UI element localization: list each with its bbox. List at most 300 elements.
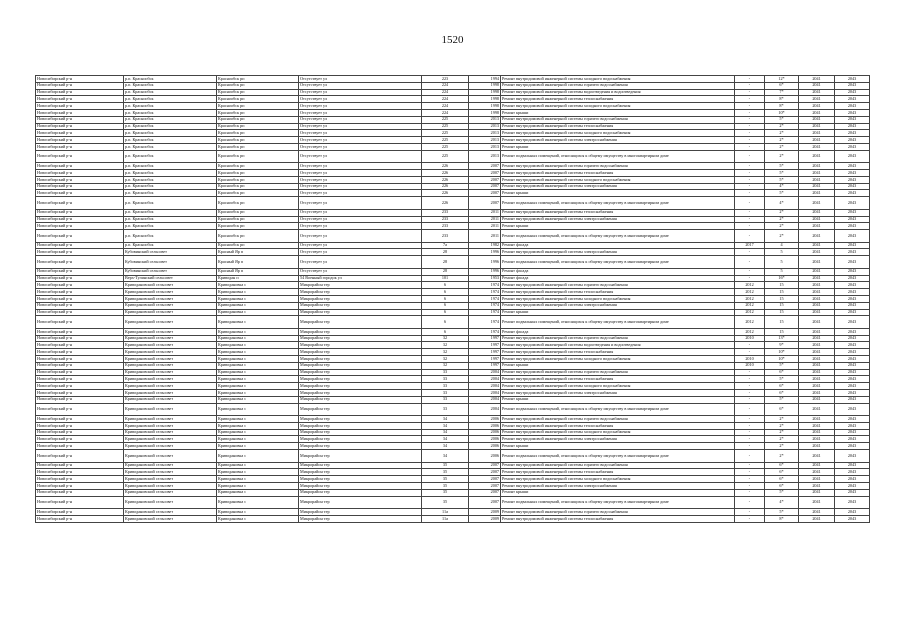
last-repair-year-cell: - bbox=[735, 123, 765, 130]
street-cell: Отсутствует ул bbox=[299, 163, 422, 170]
work-type-cell: Ремонт внутридомовой инженерной системы теплоснабжения bbox=[501, 289, 735, 296]
period-end-cell: 2043 bbox=[835, 509, 870, 516]
house-number-cell: 33 bbox=[422, 396, 469, 403]
table-row bbox=[36, 103, 870, 110]
settlement-cell: Криводановский сельсовет bbox=[124, 328, 217, 335]
period-start-cell: 2041 bbox=[799, 342, 835, 349]
service-value-cell: 15 bbox=[765, 316, 799, 329]
municipality-cell: Новосибирский р-н bbox=[36, 515, 124, 522]
period-start-cell: 2041 bbox=[799, 176, 835, 183]
locality-cell: Криводановка с bbox=[217, 289, 299, 296]
street-cell: Микрорайон тер bbox=[299, 422, 422, 429]
build-year-cell: 2013 bbox=[469, 123, 501, 130]
period-start-cell: 2041 bbox=[799, 268, 835, 275]
locality-cell: Краснообск рп bbox=[217, 137, 299, 144]
table-row bbox=[36, 383, 870, 390]
table-row bbox=[36, 509, 870, 516]
street-cell: Микрорайон тер bbox=[299, 302, 422, 309]
work-type-cell: Ремонт подвальных помещений, относящихся к общему имуществу в многоквартирном доме bbox=[501, 197, 735, 210]
table-row bbox=[36, 496, 870, 509]
street-cell: Микрорайон тер bbox=[299, 369, 422, 376]
street-cell: Микрорайон тер bbox=[299, 282, 422, 289]
work-type-cell: Ремонт внутридомовой инженерной системы водоотведения и водоотведения bbox=[501, 89, 735, 96]
municipality-cell: Новосибирский р-н bbox=[36, 190, 124, 197]
period-end-cell: 2043 bbox=[835, 89, 870, 96]
period-start-cell: 2041 bbox=[799, 116, 835, 123]
last-repair-year-cell: - bbox=[735, 462, 765, 469]
locality-cell: Криводановка с bbox=[217, 328, 299, 335]
service-value-cell: 10* bbox=[765, 109, 799, 116]
settlement-cell: Криводановский сельсовет bbox=[124, 443, 217, 450]
municipality-cell: Новосибирский р-н bbox=[36, 123, 124, 130]
settlement-cell: р.п. Краснообск bbox=[124, 223, 217, 230]
settlement-cell: р.п. Краснообск bbox=[124, 103, 217, 110]
work-type-cell: Ремонт внутридомовой инженерной системы горячего водоснабжения bbox=[501, 116, 735, 123]
house-number-cell: 6 bbox=[422, 295, 469, 302]
build-year-cell: 1996 bbox=[469, 268, 501, 275]
last-repair-year-cell: - bbox=[735, 143, 765, 150]
street-cell: Микрорайон тер bbox=[299, 362, 422, 369]
municipality-cell: Новосибирский р-н bbox=[36, 482, 124, 489]
locality-cell: Криводановка с bbox=[217, 316, 299, 329]
street-cell: Микрорайон тер bbox=[299, 349, 422, 356]
house-number-cell: 225 bbox=[422, 143, 469, 150]
service-value-cell: 6* bbox=[765, 476, 799, 483]
last-repair-year-cell: - bbox=[735, 383, 765, 390]
settlement-cell: Криводановский сельсовет bbox=[124, 342, 217, 349]
work-type-cell: Ремонт крыши bbox=[501, 362, 735, 369]
house-number-cell: 101 bbox=[422, 275, 469, 282]
settlement-cell: р.п. Краснообск bbox=[124, 183, 217, 190]
municipality-cell: Новосибирский р-н bbox=[36, 469, 124, 476]
service-value-cell: 2* bbox=[765, 209, 799, 216]
work-type-cell: Ремонт крыши bbox=[501, 443, 735, 450]
build-year-cell: 2007 bbox=[469, 176, 501, 183]
work-type-cell: Ремонт подвальных помещений, относящихся к общему имуществу в многоквартирном доме bbox=[501, 496, 735, 509]
settlement-cell: Криводановский сельсовет bbox=[124, 282, 217, 289]
locality-cell: Краснообск рп bbox=[217, 76, 299, 83]
street-cell: Отсутствует ул bbox=[299, 123, 422, 130]
municipality-cell: Новосибирский р-н bbox=[36, 369, 124, 376]
house-number-cell: 7а bbox=[422, 242, 469, 249]
work-type-cell: Ремонт внутридомовой инженерной системы горячего водоснабжения bbox=[501, 462, 735, 469]
street-cell: Отсутствует ул bbox=[299, 249, 422, 256]
municipality-cell: Новосибирский р-н bbox=[36, 462, 124, 469]
table-row bbox=[36, 403, 870, 416]
locality-cell: Криводановка с bbox=[217, 482, 299, 489]
municipality-cell: Новосибирский р-н bbox=[36, 429, 124, 436]
table-row bbox=[36, 116, 870, 123]
table-row bbox=[36, 176, 870, 183]
house-number-cell: 35 bbox=[422, 496, 469, 509]
build-year-cell: 2006 bbox=[469, 422, 501, 429]
service-value-cell: 2* bbox=[765, 223, 799, 230]
locality-cell: Краснообск рп bbox=[217, 183, 299, 190]
period-end-cell: 2043 bbox=[835, 335, 870, 342]
service-value-cell: 2* bbox=[765, 230, 799, 243]
last-repair-year-cell: 2012 bbox=[735, 302, 765, 309]
locality-cell: Криводановка с bbox=[217, 403, 299, 416]
locality-cell: Краснообск рп bbox=[217, 150, 299, 163]
table-row bbox=[36, 223, 870, 230]
period-end-cell: 2043 bbox=[835, 76, 870, 83]
house-number-cell: 224 bbox=[422, 96, 469, 103]
service-value-cell: 8* bbox=[765, 103, 799, 110]
table-row bbox=[36, 268, 870, 275]
period-end-cell: 2043 bbox=[835, 249, 870, 256]
house-number-cell: 224 bbox=[422, 82, 469, 89]
house-number-cell: 32 bbox=[422, 335, 469, 342]
locality-cell: Красный Яр п bbox=[217, 268, 299, 275]
settlement-cell: Криводановский сельсовет bbox=[124, 416, 217, 423]
service-value-cell: 2* bbox=[765, 150, 799, 163]
period-start-cell: 2041 bbox=[799, 450, 835, 463]
settlement-cell: р.п. Краснообск bbox=[124, 137, 217, 144]
build-year-cell: 2009 bbox=[469, 515, 501, 522]
settlement-cell: р.п. Краснообск bbox=[124, 96, 217, 103]
locality-cell: Криводановка с bbox=[217, 489, 299, 496]
house-number-cell: 32 bbox=[422, 349, 469, 356]
page-number: 1520 bbox=[441, 34, 464, 46]
settlement-cell: р.п. Краснообск bbox=[124, 176, 217, 183]
build-year-cell: 2007 bbox=[469, 476, 501, 483]
house-number-cell: 32 bbox=[422, 362, 469, 369]
build-year-cell: 2007 bbox=[469, 489, 501, 496]
service-value-cell: 7* bbox=[765, 89, 799, 96]
street-cell: Микрорайон тер bbox=[299, 389, 422, 396]
service-value-cell: 4* bbox=[765, 197, 799, 210]
work-type-cell: Ремонт внутридомовой инженерной системы горячего водоснабжения bbox=[501, 282, 735, 289]
house-number-cell: 225 bbox=[422, 130, 469, 137]
table-row bbox=[36, 389, 870, 396]
locality-cell: Красный Яр п bbox=[217, 256, 299, 269]
street-cell: Отсутствует ул bbox=[299, 150, 422, 163]
period-start-cell: 2041 bbox=[799, 295, 835, 302]
street-cell: Микрорайон тер bbox=[299, 328, 422, 335]
period-start-cell: 2041 bbox=[799, 422, 835, 429]
build-year-cell: 1997 bbox=[469, 349, 501, 356]
settlement-cell: Криводановский сельсовет bbox=[124, 356, 217, 363]
period-end-cell: 2043 bbox=[835, 309, 870, 316]
street-cell: Микрорайон тер bbox=[299, 335, 422, 342]
settlement-cell: р.п. Краснообск bbox=[124, 109, 217, 116]
work-type-cell: Ремонт фасада bbox=[501, 268, 735, 275]
period-end-cell: 2043 bbox=[835, 295, 870, 302]
period-end-cell: 2043 bbox=[835, 422, 870, 429]
service-value-cell: 6* bbox=[765, 462, 799, 469]
house-number-cell: 233 bbox=[422, 216, 469, 223]
street-cell: Микрорайон тер bbox=[299, 376, 422, 383]
last-repair-year-cell: - bbox=[735, 268, 765, 275]
street-cell: Микрорайон тер bbox=[299, 429, 422, 436]
settlement-cell: Криводановский сельсовет bbox=[124, 362, 217, 369]
service-value-cell: 8* bbox=[765, 515, 799, 522]
build-year-cell: 1974 bbox=[469, 282, 501, 289]
period-start-cell: 2041 bbox=[799, 242, 835, 249]
work-type-cell: Ремонт внутридомовой инженерной системы горячего водоснабжения bbox=[501, 416, 735, 423]
table-row bbox=[36, 396, 870, 403]
house-number-cell: 6 bbox=[422, 302, 469, 309]
work-type-cell: Ремонт внутридомовой инженерной системы теплоснабжения bbox=[501, 376, 735, 383]
house-number-cell: 233 bbox=[422, 230, 469, 243]
period-start-cell: 2041 bbox=[799, 356, 835, 363]
service-value-cell: 15 bbox=[765, 282, 799, 289]
municipality-cell: Новосибирский р-н bbox=[36, 209, 124, 216]
work-type-cell: Ремонт внутридомовой инженерной системы электроснабжения bbox=[501, 249, 735, 256]
build-year-cell: 1996 bbox=[469, 249, 501, 256]
service-value-cell: 13* bbox=[765, 335, 799, 342]
municipality-cell: Новосибирский р-н bbox=[36, 362, 124, 369]
period-end-cell: 2043 bbox=[835, 496, 870, 509]
period-start-cell: 2041 bbox=[799, 403, 835, 416]
period-end-cell: 2043 bbox=[835, 176, 870, 183]
work-type-cell: Ремонт крыши bbox=[501, 489, 735, 496]
locality-cell: Краснообск рп bbox=[217, 190, 299, 197]
last-repair-year-cell: 2012 bbox=[735, 309, 765, 316]
period-start-cell: 2041 bbox=[799, 396, 835, 403]
house-number-cell: 28 bbox=[422, 268, 469, 275]
table-row bbox=[36, 309, 870, 316]
period-start-cell: 2041 bbox=[799, 82, 835, 89]
settlement-cell: р.п. Краснообск bbox=[124, 76, 217, 83]
street-cell: Микрорайон тер bbox=[299, 416, 422, 423]
period-end-cell: 2043 bbox=[835, 256, 870, 269]
service-value-cell: 2* bbox=[765, 450, 799, 463]
period-end-cell: 2043 bbox=[835, 289, 870, 296]
period-start-cell: 2041 bbox=[799, 389, 835, 396]
last-repair-year-cell: 2017 bbox=[735, 242, 765, 249]
last-repair-year-cell: 2010 bbox=[735, 356, 765, 363]
municipality-cell: Новосибирский р-н bbox=[36, 489, 124, 496]
locality-cell: Краснообск рп bbox=[217, 123, 299, 130]
table-row bbox=[36, 137, 870, 144]
house-number-cell: 34 bbox=[422, 416, 469, 423]
service-value-cell: 6* bbox=[765, 403, 799, 416]
period-end-cell: 2043 bbox=[835, 230, 870, 243]
build-year-cell: 1974 bbox=[469, 289, 501, 296]
municipality-cell: Новосибирский р-н bbox=[36, 249, 124, 256]
work-type-cell: Ремонт крыши bbox=[501, 143, 735, 150]
table-row bbox=[36, 356, 870, 363]
house-number-cell: 33 bbox=[422, 389, 469, 396]
municipality-cell: Новосибирский р-н bbox=[36, 130, 124, 137]
service-value-cell: 5* bbox=[765, 190, 799, 197]
locality-cell: Криводановка с bbox=[217, 469, 299, 476]
build-year-cell: 1998 bbox=[469, 82, 501, 89]
build-year-cell: 2013 bbox=[469, 143, 501, 150]
work-type-cell: Ремонт подвальных помещений, относящихся к общему имуществу в многоквартирном доме bbox=[501, 150, 735, 163]
service-value-cell: 2* bbox=[765, 416, 799, 423]
house-number-cell: 33 bbox=[422, 403, 469, 416]
service-value-cell: 2* bbox=[765, 443, 799, 450]
work-type-cell: Ремонт внутридомовой инженерной системы электроснабжения bbox=[501, 216, 735, 223]
work-type-cell: Ремонт внутридомовой инженерной системы холодного водоснабжения bbox=[501, 76, 735, 83]
period-end-cell: 2043 bbox=[835, 223, 870, 230]
table-row bbox=[36, 362, 870, 369]
municipality-cell: Новосибирский р-н bbox=[36, 96, 124, 103]
municipality-cell: Новосибирский р-н bbox=[36, 496, 124, 509]
work-type-cell: Ремонт крыши bbox=[501, 223, 735, 230]
period-end-cell: 2043 bbox=[835, 342, 870, 349]
locality-cell: Криводановка с bbox=[217, 416, 299, 423]
build-year-cell: 2007 bbox=[469, 170, 501, 177]
street-cell: Микрорайон тер bbox=[299, 289, 422, 296]
work-type-cell: Ремонт подвальных помещений, относящихся к общему имуществу в многоквартирном доме bbox=[501, 316, 735, 329]
street-cell: Отсутствует ул bbox=[299, 96, 422, 103]
service-value-cell: 5 bbox=[765, 249, 799, 256]
table-row bbox=[36, 275, 870, 282]
last-repair-year-cell: - bbox=[735, 82, 765, 89]
locality-cell: Криводановка с bbox=[217, 335, 299, 342]
period-end-cell: 2043 bbox=[835, 190, 870, 197]
municipality-cell: Новосибирский р-н bbox=[36, 509, 124, 516]
street-cell: Микрорайон тер bbox=[299, 515, 422, 522]
table-row bbox=[36, 216, 870, 223]
locality-cell: Криводановка с bbox=[217, 450, 299, 463]
table-row bbox=[36, 89, 870, 96]
period-end-cell: 2043 bbox=[835, 109, 870, 116]
last-repair-year-cell: - bbox=[735, 256, 765, 269]
table-row bbox=[36, 349, 870, 356]
municipality-cell: Новосибирский р-н bbox=[36, 143, 124, 150]
period-start-cell: 2041 bbox=[799, 376, 835, 383]
build-year-cell: 2004 bbox=[469, 403, 501, 416]
house-number-cell: 35 bbox=[422, 469, 469, 476]
house-number-cell: 33 bbox=[422, 376, 469, 383]
settlement-cell: Криводановский сельсовет bbox=[124, 302, 217, 309]
last-repair-year-cell: - bbox=[735, 450, 765, 463]
street-cell: Отсутствует ул bbox=[299, 183, 422, 190]
locality-cell: Краснообск рп bbox=[217, 230, 299, 243]
locality-cell: Криводановка с bbox=[217, 429, 299, 436]
period-start-cell: 2041 bbox=[799, 150, 835, 163]
house-number-cell: 233 bbox=[422, 223, 469, 230]
service-value-cell: 4 bbox=[765, 242, 799, 249]
service-value-cell: 2* bbox=[765, 130, 799, 137]
build-year-cell: 1974 bbox=[469, 302, 501, 309]
street-cell: Отсутствует ул bbox=[299, 209, 422, 216]
street-cell: Микрорайон тер bbox=[299, 443, 422, 450]
period-start-cell: 2041 bbox=[799, 190, 835, 197]
service-value-cell: 2* bbox=[765, 429, 799, 436]
build-year-cell: 2007 bbox=[469, 496, 501, 509]
house-number-cell: 6 bbox=[422, 289, 469, 296]
build-year-cell: 2013 bbox=[469, 130, 501, 137]
period-start-cell: 2041 bbox=[799, 123, 835, 130]
table-row bbox=[36, 256, 870, 269]
street-cell: Микрорайон тер bbox=[299, 342, 422, 349]
street-cell: Отсутствует ул bbox=[299, 170, 422, 177]
table-row bbox=[36, 376, 870, 383]
last-repair-year-cell: - bbox=[735, 76, 765, 83]
last-repair-year-cell: - bbox=[735, 130, 765, 137]
house-number-cell: 34 bbox=[422, 422, 469, 429]
house-number-cell: 225 bbox=[422, 137, 469, 144]
build-year-cell: 1998 bbox=[469, 103, 501, 110]
street-cell: Отсутствует ул bbox=[299, 143, 422, 150]
period-start-cell: 2041 bbox=[799, 130, 835, 137]
work-type-cell: Ремонт подвальных помещений, относящихся к общему имуществу в многоквартирном доме bbox=[501, 230, 735, 243]
period-end-cell: 2043 bbox=[835, 356, 870, 363]
last-repair-year-cell: - bbox=[735, 170, 765, 177]
last-repair-year-cell: - bbox=[735, 216, 765, 223]
settlement-cell: р.п. Краснообск bbox=[124, 230, 217, 243]
house-number-cell: 28 bbox=[422, 249, 469, 256]
build-year-cell: 2006 bbox=[469, 450, 501, 463]
table-row bbox=[36, 282, 870, 289]
settlement-cell: Криводановский сельсовет bbox=[124, 349, 217, 356]
last-repair-year-cell: - bbox=[735, 96, 765, 103]
street-cell: Микрорайон тер bbox=[299, 462, 422, 469]
street-cell: Микрорайон тер bbox=[299, 295, 422, 302]
work-type-cell: Ремонт внутридомовой инженерной системы холодного водоснабжения bbox=[501, 356, 735, 363]
table-row bbox=[36, 436, 870, 443]
street-cell: Микрорайон тер bbox=[299, 383, 422, 390]
work-type-cell: Ремонт внутридомовой инженерной системы теплоснабжения bbox=[501, 515, 735, 522]
street-cell: Микрорайон тер bbox=[299, 476, 422, 483]
settlement-cell: р.п. Краснообск bbox=[124, 116, 217, 123]
house-number-cell: 225 bbox=[422, 116, 469, 123]
municipality-cell: Новосибирский р-н bbox=[36, 349, 124, 356]
work-type-cell: Ремонт крыши bbox=[501, 309, 735, 316]
work-type-cell: Ремонт крыши bbox=[501, 190, 735, 197]
street-cell: Отсутствует ул bbox=[299, 109, 422, 116]
work-type-cell: Ремонт внутридомовой инженерной системы электроснабжения bbox=[501, 436, 735, 443]
house-number-cell: 224 bbox=[422, 109, 469, 116]
service-value-cell: 12* bbox=[765, 76, 799, 83]
last-repair-year-cell: - bbox=[735, 116, 765, 123]
period-start-cell: 2041 bbox=[799, 436, 835, 443]
last-repair-year-cell: - bbox=[735, 197, 765, 210]
build-year-cell: 2013 bbox=[469, 150, 501, 163]
settlement-cell: Криводановский сельсовет bbox=[124, 289, 217, 296]
settlement-cell: Верх-Тулинский сельсовет bbox=[124, 275, 217, 282]
table-row bbox=[36, 416, 870, 423]
last-repair-year-cell: - bbox=[735, 275, 765, 282]
municipality-cell: Новосибирский р-н bbox=[36, 103, 124, 110]
house-number-cell: 6 bbox=[422, 316, 469, 329]
street-cell: Микрорайон тер bbox=[299, 489, 422, 496]
table-row bbox=[36, 302, 870, 309]
period-end-cell: 2043 bbox=[835, 82, 870, 89]
build-year-cell: 2006 bbox=[469, 443, 501, 450]
period-start-cell: 2041 bbox=[799, 416, 835, 423]
municipality-cell: Новосибирский р-н bbox=[36, 216, 124, 223]
service-value-cell: 6* bbox=[765, 389, 799, 396]
build-year-cell: 1998 bbox=[469, 89, 501, 96]
house-number-cell: 226 bbox=[422, 183, 469, 190]
table-row bbox=[36, 429, 870, 436]
last-repair-year-cell: - bbox=[735, 103, 765, 110]
build-year-cell: 2007 bbox=[469, 163, 501, 170]
street-cell: Микрорайон тер bbox=[299, 469, 422, 476]
period-end-cell: 2043 bbox=[835, 469, 870, 476]
period-end-cell: 2043 bbox=[835, 116, 870, 123]
build-year-cell: 1997 bbox=[469, 335, 501, 342]
locality-cell: Криводановка с bbox=[217, 383, 299, 390]
service-value-cell: 5* bbox=[765, 116, 799, 123]
period-start-cell: 2041 bbox=[799, 89, 835, 96]
street-cell: Отсутствует ул bbox=[299, 256, 422, 269]
service-value-cell: 6* bbox=[765, 469, 799, 476]
locality-cell: Краснообск рп bbox=[217, 216, 299, 223]
table-row bbox=[36, 130, 870, 137]
house-number-cell: 224 bbox=[422, 103, 469, 110]
last-repair-year-cell: - bbox=[735, 436, 765, 443]
period-start-cell: 2041 bbox=[799, 103, 835, 110]
settlement-cell: Криводановский сельсовет bbox=[124, 462, 217, 469]
street-cell: Микрорайон тер bbox=[299, 316, 422, 329]
